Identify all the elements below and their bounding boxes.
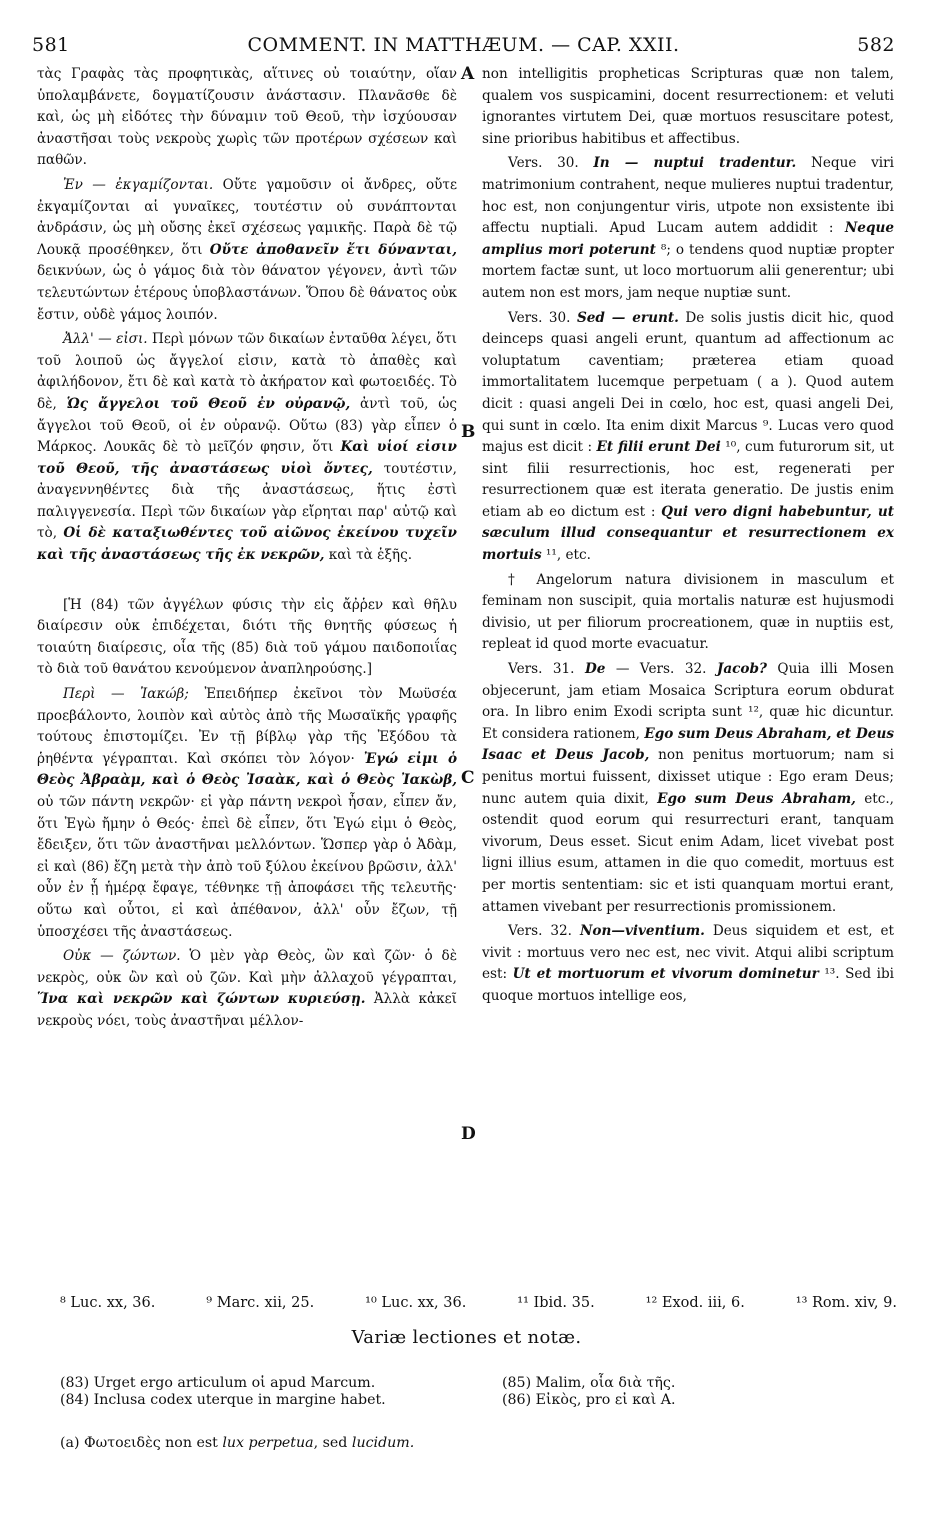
greek-paragraph-2: Ἐν — ἐκγαμίζονται. Οὔτε γαμοῦσιν οἱ ἄνδρες, οὔτε ἐκγαμίζονται αἱ γυναῖκες, τουτέστιν οὐ συνάπτονται ἀνδράσιν, ὡς μὴ οὔσης ἐκεῖ σχέσεως γαμικῆς. Παρὰ δὲ τῷ Λουκᾷ προσέθηκεν, ὅτι Οὔτε ἀποθανεῖν ἔτι δύνανται, δεικνύων, ὡς ὁ γάμος διὰ τὸν θάνατον γέγονεν, ἀντὶ τῶν τελευτώντων ἑτέρους ὑποβλαστάνων. Ὅπου δὲ θάνατος οὐκ ἔστιν, οὐδὲ γάμος λοιπόν.: [37, 176, 457, 323]
latin-lemma: Jacob?: [716, 661, 767, 678]
variant-note: (83) Urget ergo articulum οἱ apud Marcum.: [60, 1375, 376, 1391]
footnote: ¹² Exod. iii, 6.: [645, 1295, 745, 1311]
latin-lemma: De: [584, 661, 606, 678]
latin-paragraph-4: † Angelorum natura divisionem in masculum et feminam non suscipit, quia mortalis naturæ est hujusmodi divisio, ut per filiorum procreationem, quæ in nuptiis est, repleat id quod morte evacuatur.: [482, 571, 894, 653]
variant-note: (86) Εἰκὸς, pro εἰ καὶ A.: [502, 1392, 676, 1408]
greek-lemma: Οὐκ — ζώντων.: [63, 948, 181, 965]
footnote: ⁹ Marc. xii, 25.: [206, 1295, 315, 1311]
variant-note: (85) Malim, οἷα διὰ τῆς.: [502, 1375, 676, 1391]
running-title: COMMENT. IN MATTHÆUM. — CAP. XXII.: [247, 34, 680, 56]
latin-paragraph-5: Vers. 31. De — Vers. 32. Jacob? Quia illi Mosen objecerunt, jam etiam Mosaica Scriptura eorum obdurat ora. In libro enim Exodi scripta sunt ¹², quæ hic dicuntur. Et considera rationem, Ego sum Deus Abraham, et Deus Isaac et Deus Jacob, non penitus mortuorum; nam si penitus mortui fuissent, dixisset utique : Ego eram Deus; nunc autem quia dixit, Ego sum Deus Abraham, etc., ostendit quod eorum qui resurrecturi erant, tanquam vivorum, Deus esset. Sicut enim Adam, licet vivebat post ligni illius esum, attamen in die quo comedit, mortuus est per mortis sententiam: sic et isti quanquam mortui erant, attamen vivebant per resurrectionis promissionem.: [482, 661, 894, 915]
latin-lemma: Non—viventium.: [579, 923, 705, 940]
greek-paragraph-1: τὰς Γραφὰς τὰς προφητικὰς, αἵτινες οὐ τοιαύτην, οἵαν ὑπολαμβάνετε, δογματίζουσιν ἀνάστασιν. Πλανᾶσθε δὲ καὶ, ὡς μὴ εἰδότες τὴν δύναμιν τοῦ Θεοῦ, τὴν ἰσχύουσαν ἀναστῆσαι τοὺς νεκροὺς χωρὶς τῶν προτέρων σχέσεων καὶ παθῶν.: [37, 66, 457, 169]
marker-b: B: [461, 422, 476, 442]
notes-left: [60, 1375, 386, 1409]
latin-lemma: Sed — erunt.: [576, 309, 679, 326]
latin-column: [482, 64, 894, 1008]
greek-quote: Καὶ υἱοί εἰσιν τοῦ Θεοῦ, τῆς ἀναστάσεως υἱοὶ ὄντες,: [37, 439, 457, 477]
latin-paragraph-2: Vers. 30. In — nuptui tradentur. Neque viri matrimonium contrahent, neque mulieres nuptui tradentur, hoc est, non conjungentur viris, utpote non exsistente ibi affectu nuptiali. Apud Lucam autem addidit : Neque amplius mori poterunt ⁸; o tendens quod nuptiæ propter mortem factæ sunt, ut loco mortuorum alii generentur; ubi autem non est mors, jam neque nuptiæ sunt.: [482, 155, 895, 301]
latin-quote: Ut et mortuorum et vivorum dominetur: [512, 966, 819, 983]
latin-quote: Ego sum Deus Abraham,: [657, 790, 856, 807]
latin-quote: Ego sum Deus Abraham, et Deus Isaac et Deus Jacob,: [482, 725, 894, 764]
note-a: (a) Φωτοειδὲς non est lux perpetua, sed lucidum.: [60, 1435, 415, 1451]
greek-quote: Ἵνα καὶ νεκρῶν καὶ ζώντων κυριεύσῃ.: [37, 991, 366, 1008]
greek-lemma: Ἐν — ἐκγαμίζονται.: [63, 176, 214, 193]
variae-title: Variæ lectiones et notæ.: [351, 1327, 582, 1348]
latin-paragraph-3: Vers. 30. Sed — erunt. De solis justis dicit hic, quod deinceps quasi angeli erunt, quantum ad affectionum ac voluptatum caventiam; præterea etiam quoad immortalitatem lucemque perpetuam ( a ). Quod autem dicit : quasi angeli Dei in cœlo, hoc est, quasi angeli Dei, qui sunt in cœlo. Ita enim dixit Marcus ⁹. Lucas vero quod majus est dicit : Et filii erunt Dei ¹⁰, cum futurorum sit, ut sint filii resurrectionis, hoc est, regenerati per resurrectionem quæ est iterata generatio. De justis enim etiam ab eo dictum est : Qui vero digni habebuntur, ut sæculum illud consequantur et resurrectionem ex mortuis ¹¹, etc.: [482, 309, 894, 564]
notes-right: [502, 1375, 676, 1409]
greek-paragraph-4: [Ἡ (84) τῶν ἀγγέλων φύσις τὴν εἰς ἄῤῥεν καὶ θῆλυ διαίρεσιν οὐκ ἐπιδέχεται, διότι τῆς θνητῆς φύσεως ἡ τοιαύτη διαίρεσις, οἷα τῆς (85) διὰ τοῦ γάμου παιδοποιΐας τὸ διὰ τοῦ θανάτου κενούμενον ἀναπληρούσης.]: [37, 596, 457, 678]
latin-paragraph-6: Vers. 32. Non—viventium. Deus siquidem et est, et vivit : mortuus vero nec est, nec vivit. Atqui alibi scriptum est: Ut et mortuorum et vivorum dominetur ¹³. Sed ibi quoque mortuos intellige eos,: [482, 923, 895, 1004]
marker-d: D: [461, 1124, 476, 1144]
page-number-left: 581: [32, 34, 70, 56]
footnotes: [60, 1295, 897, 1311]
latin-lemma: In — nuptui tradentur.: [593, 155, 797, 172]
latin-quote: Qui vero digni habebuntur, ut sæculum illud consequantur et resurrectionem ex mortuis: [482, 503, 894, 564]
marker-c: C: [461, 768, 475, 788]
greek-quote: Οὔτε ἀποθανεῖν ἔτι δύνανται,: [209, 241, 457, 258]
variant-note: (84) Inclusa codex uterque in margine habet.: [60, 1392, 386, 1408]
greek-paragraph-5: Περὶ — Ἰακώβ; Ἐπειδήπερ ἐκεῖνοι τὸν Μωϋσέα προεβάλοντο, λοιπὸν καὶ αὐτὸς ἀπὸ τῆς Μωσαϊκῆς γραφῆς τούτους ἐπιστομίζει. Ἐν τῇ βίβλῳ γὰρ τῆς Ἐξόδου τὰ ῥηθέντα γέγραπται. Καὶ σκόπει τὸν λόγον· Ἐγώ εἰμι ὁ Θεὸς Ἀβραὰμ, καὶ ὁ Θεὸς Ἰσαὰκ, καὶ ὁ Θεὸς Ἰακὼβ, οὐ τῶν πάντη νεκρῶν· εἰ γὰρ πάντη νεκροὶ ἦσαν, εἶπεν ἄν, ὅτι Ἐγὼ ἤμην ὁ Θεός· ἐπεὶ δὲ εἶπεν, ὅτι Ἐγώ εἰμι ὁ Θεὸς, ἔδειξεν, ὅτι τῶν ἀναστῆναι μελλόντων. Ὥσπερ γὰρ ὁ Ἀδὰμ, εἰ καὶ (86) ἔζη μετὰ τὴν ἀπὸ τοῦ ξύλου ἐκείνου βρῶσιν, ἀλλ' οὖν ἐν ᾗ ἡμέρᾳ ἔφαγε, τέθνηκε τῇ ἀποφάσει τῆς τελευτῆς· οὕτω καὶ οὗτοι, εἰ καὶ ἀπέθανον, ἀλλ' οὖν ἔζων, τῇ ὑποσχέσει τῆς ἀναστάσεως.: [37, 686, 458, 940]
greek-lemma: Περὶ — Ἰακώβ;: [63, 686, 189, 703]
greek-paragraph-3: Ἀλλ' — εἰσι. Περὶ μόνων τῶν δικαίων ἐνταῦθα λέγει, ὅτι τοῦ λοιποῦ ὡς ἄγγελοί εἰσιν, κατὰ τὸ ἀπαθὲς καὶ ἀφιλήδονον, ἔτι δὲ καὶ κατὰ τὸ ἀκήρατον καὶ φωτοειδές. Τὸ δὲ, Ὡς ἄγγελοι τοῦ Θεοῦ ἐν οὐρανῷ, ἀντὶ τοῦ, ὡς ἄγγελοι τοῦ Θεοῦ, οἱ ἐν οὐρανῷ. Οὕτω (83) γὰρ εἶπεν ὁ Μάρκος. Λουκᾶς δὲ τὸ μεῖζόν φησιν, ὅτι Καὶ υἱοί εἰσιν τοῦ Θεοῦ, τῆς ἀναστάσεως υἱοὶ ὄντες, τουτέστιν, ἀναγεννηθέντες διὰ τῆς ἀναστάσεως, ἥτις ἐστὶ παλιγγενεσία. Περὶ τῶν δικαίων γὰρ εἴρηται παρ' αὐτῷ καὶ τὸ, Οἱ δὲ καταξιωθέντες τοῦ αἰῶνος ἐκείνου τυχεῖν καὶ τῆς ἀναστάσεως τῆς ἐκ νεκρῶν, καὶ τὰ ἑξῆς.: [37, 331, 458, 564]
footnote: ¹³ Rom. xiv, 9.: [795, 1295, 897, 1311]
latin-quote: Et filii erunt Dei: [596, 439, 721, 456]
running-header: [32, 34, 895, 64]
greek-paragraph-6: Οὐκ — ζώντων. Ὁ μὲν γὰρ Θεὸς, ὢν καὶ ζῶν· ὁ δὲ νεκρὸς, οὐκ ὢν καὶ οὐ ζῶν. Καὶ μὴν ἀλλαχοῦ γέγραπται, Ἵνα καὶ νεκρῶν καὶ ζώντων κυριεύσῃ. Ἀλλὰ κἀκεῖ νεκροὺς νόει, τοὺς ἀναστῆναι μέλλον-: [37, 948, 457, 1029]
greek-quote: Ὡς ἄγγελοι τοῦ Θεοῦ ἐν οὐρανῷ,: [66, 395, 351, 412]
greek-quote: Ἐγώ εἰμι ὁ Θεὸς Ἀβραὰμ, καὶ ὁ Θεὸς Ἰσαὰκ, καὶ ὁ Θεὸς Ἰακὼβ,: [37, 750, 458, 789]
greek-column: [37, 64, 457, 1033]
footnote: ¹⁰ Luc. xx, 36.: [365, 1295, 467, 1311]
footnote: ¹¹ Ibid. 35.: [517, 1295, 595, 1311]
footnote: ⁸ Luc. xx, 36.: [60, 1295, 156, 1311]
marker-a: A: [461, 64, 475, 84]
page-number-right: 582: [857, 34, 895, 56]
greek-quote: Οἱ δὲ καταξιωθέντες τοῦ αἰῶνος ἐκείνου τυχεῖν καὶ τῆς ἀναστάσεως τῆς ἐκ νεκρῶν,: [37, 525, 457, 564]
greek-lemma: Ἀλλ' — εἰσι.: [63, 331, 148, 348]
latin-quote: Neque amplius mori poterunt: [482, 220, 894, 258]
latin-paragraph-1: non intelligitis propheticas Scripturas quæ non talem, qualem vos suspicamini, docent resurrectionem: et veluti ignorantes virtutem Dei, quæ mortuos resuscitare potest, sine prioribus habitibus et affectibus.: [482, 66, 894, 147]
